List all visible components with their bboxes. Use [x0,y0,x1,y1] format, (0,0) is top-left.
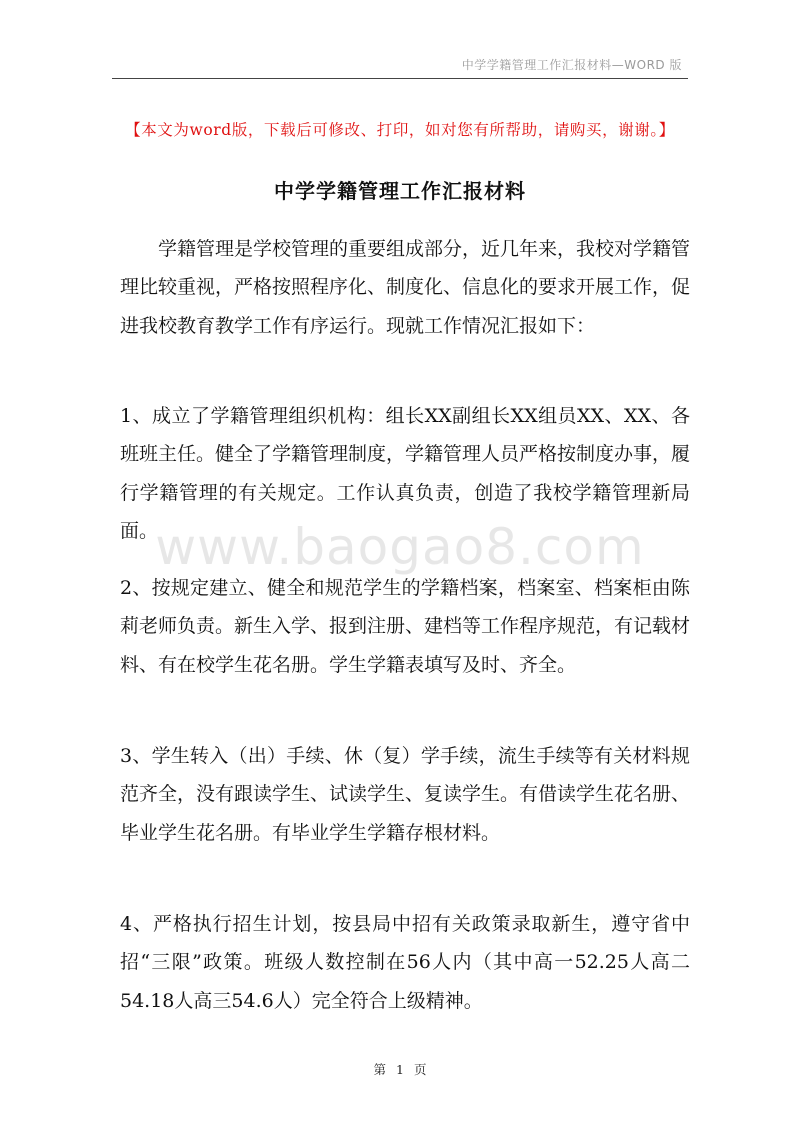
document-title: 中学学籍管理工作汇报材料 [274,179,526,203]
footer-suffix: 页 [413,1062,427,1077]
paragraph-3: 3、学生转入（出）手续、休（复）学手续，流生手续等有关材料规范齐全，没有跟读学生、试读学生、复读学生。有借读学生花名册、毕业学生花名册。有毕业学生学籍存根材料。 [120,745,691,844]
page-footer [0,1060,800,1078]
paragraph-1: 1、成立了学籍管理组织机构：组长XX副组长XX组员XX、XX、各班班主任。健全了学籍管理制度，学籍管理人员严格按制度办事，履行学籍管理的有关规定。工作认真负责，创造了我校学籍管理新局面。 [120,405,691,543]
intro-paragraph: 学籍管理是学校管理的重要组成部分，近几年来，我校对学籍管理比较重视，严格按照程序化、制度化、信息化的要求开展工作，促进我校教育教学工作有序运行。现就工作情况汇报如下： [120,238,691,337]
footer-prefix: 第 [373,1062,387,1077]
header-divider [112,78,688,79]
paragraph-4: 4、严格执行招生计划，按县局中招有关政策录取新生，遵守省中招“三限”政策。班级人数控制在56人内（其中高一52.25人高二54.18人高三54.6人）完全符合上级精神。 [120,913,690,1012]
watermark: www.baogao8.com [155,518,645,576]
header-doc-label: 中学学籍管理工作汇报材料—WORD 版 [461,58,682,72]
purchase-notice: 【本文为word版，下载后可修改、打印，如对您有所帮助，请购买，谢谢。】 [125,121,675,139]
paragraph-2: 2、按规定建立、健全和规范学生的学籍档案，档案室、档案柜由陈莉老师负责。新生入学、报到注册、建档等工作程序规范，有记载材料、有在校学生花名册。学生学籍表填写及时、齐全。 [120,577,691,676]
page-number: 1 [396,1062,404,1077]
